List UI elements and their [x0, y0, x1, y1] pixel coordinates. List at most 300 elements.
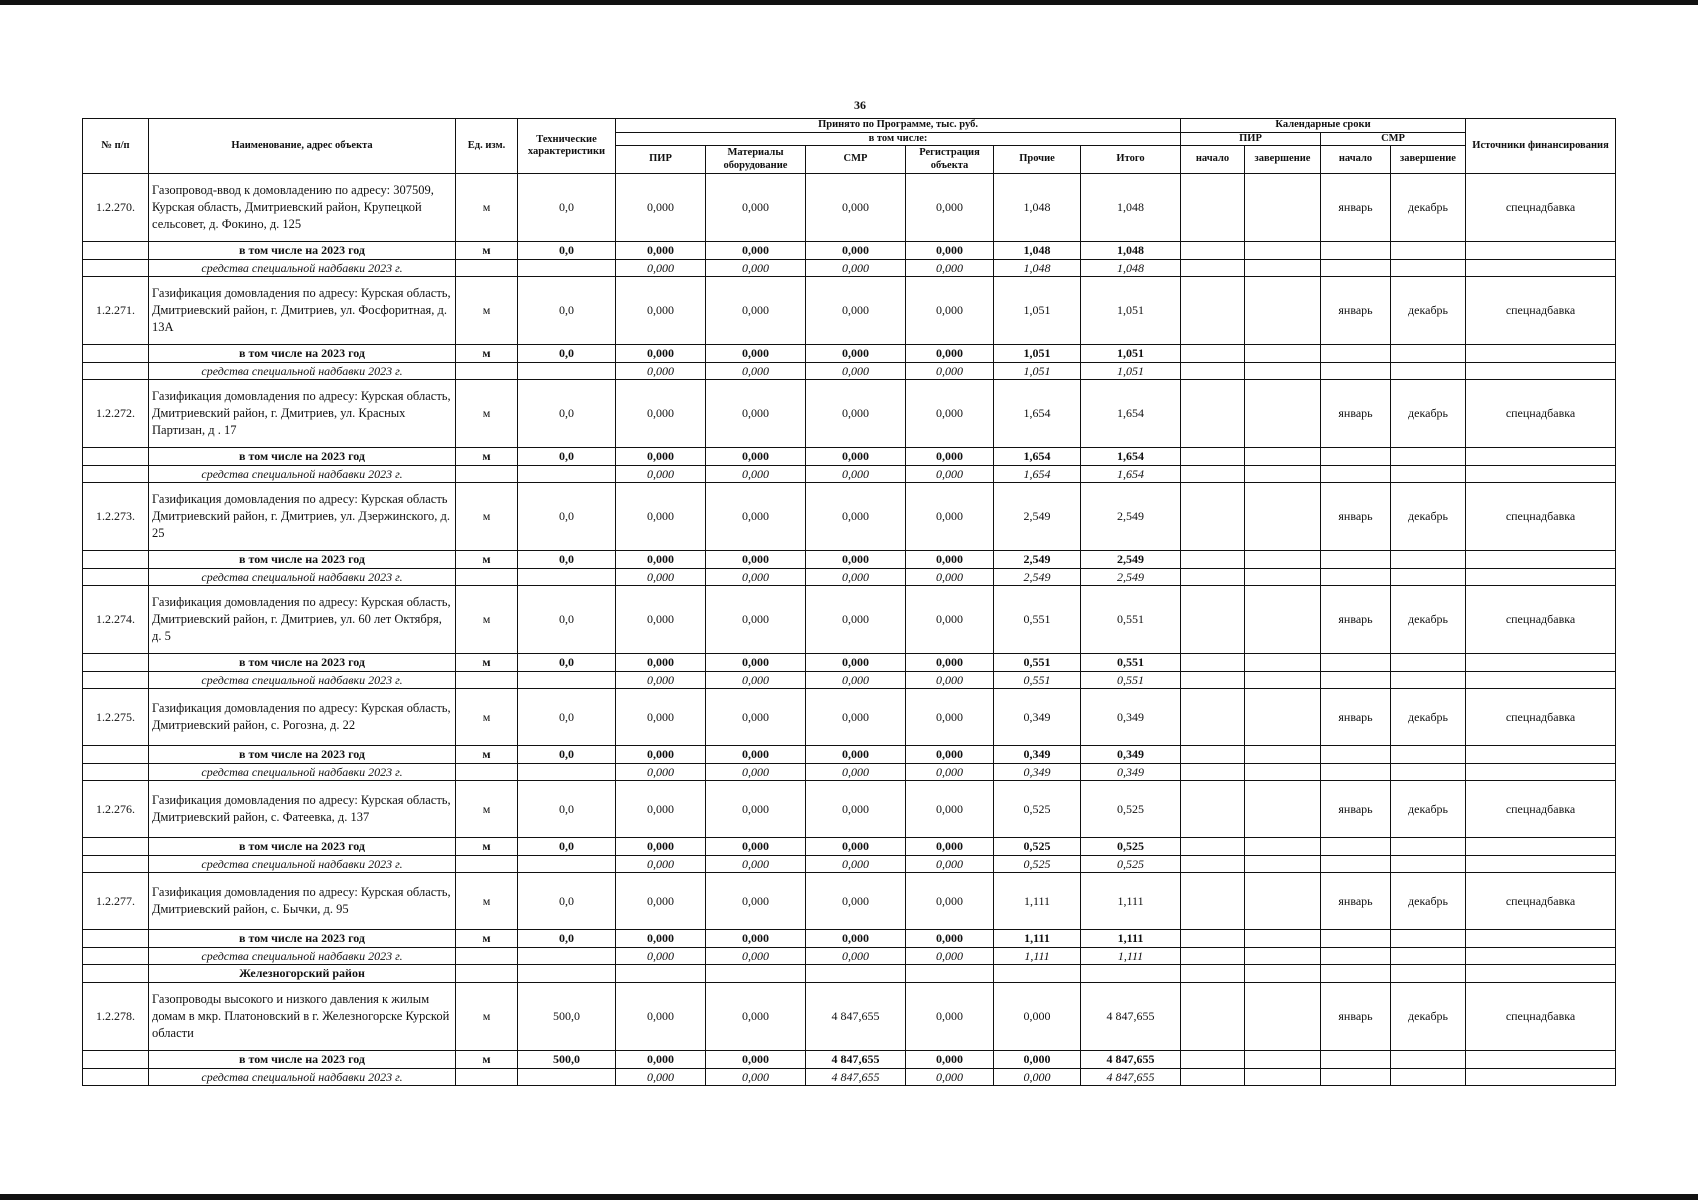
- pir-cell: 0,000: [616, 764, 706, 781]
- empty-cell: [1181, 242, 1245, 260]
- materials-cell: 0,000: [706, 930, 806, 948]
- special-fund-label: средства специальной надбавки 2023 г.: [149, 363, 456, 380]
- empty-cell: [1466, 551, 1616, 569]
- header-pir: ПИР: [616, 146, 706, 174]
- header-name: Наименование, адрес объекта: [149, 119, 456, 174]
- empty-cell: [1245, 363, 1321, 380]
- materials-cell: 0,000: [706, 448, 806, 466]
- materials-cell: 0,000: [706, 174, 806, 242]
- special-fund-row: [83, 948, 1616, 965]
- materials-cell: 0,000: [706, 260, 806, 277]
- source-cell: спецнадбавка: [1466, 781, 1616, 838]
- tech-cell: 0,0: [518, 551, 616, 569]
- total-cell: 0,551: [1081, 586, 1181, 654]
- tech-cell: 0,0: [518, 689, 616, 746]
- smr-cell: 0,000: [806, 174, 906, 242]
- year-total-row: [83, 242, 1616, 260]
- unit-cell: м: [456, 654, 518, 672]
- other-cell: 0,349: [994, 764, 1081, 781]
- pir-cell: 0,000: [616, 948, 706, 965]
- special-fund-label: средства специальной надбавки 2023 г.: [149, 948, 456, 965]
- year-total-row: [83, 1051, 1616, 1069]
- tech-cell: 0,0: [518, 242, 616, 260]
- materials-cell: 0,000: [706, 746, 806, 764]
- header-including: в том числе:: [616, 132, 1181, 146]
- other-cell: 0,000: [994, 1051, 1081, 1069]
- empty-cell: [1321, 242, 1391, 260]
- pir-cell: 0,000: [616, 746, 706, 764]
- registration-cell: 0,000: [906, 586, 994, 654]
- pir-cell: 0,000: [616, 448, 706, 466]
- empty-num-cell: [83, 345, 149, 363]
- empty-num-cell: [83, 1069, 149, 1086]
- empty-cell: [1466, 856, 1616, 873]
- item-row: [83, 277, 1616, 345]
- tech-cell: 0,0: [518, 277, 616, 345]
- header-registration: Регистрация объекта: [906, 146, 994, 174]
- pir-start-cell: [1181, 873, 1245, 930]
- empty-cell: [1181, 260, 1245, 277]
- empty-cell: [1321, 965, 1391, 983]
- year-total-row: [83, 654, 1616, 672]
- empty-cell: [1181, 746, 1245, 764]
- source-cell: спецнадбавка: [1466, 483, 1616, 551]
- scan-bottom-border: [0, 1194, 1698, 1200]
- smr-cell: 0,000: [806, 551, 906, 569]
- other-cell: 1,654: [994, 466, 1081, 483]
- tech-cell: [518, 260, 616, 277]
- tech-cell: [518, 569, 616, 586]
- source-cell: спецнадбавка: [1466, 277, 1616, 345]
- smr-cell: 0,000: [806, 380, 906, 448]
- pir-cell: 0,000: [616, 380, 706, 448]
- empty-cell: [1245, 654, 1321, 672]
- item-row: [83, 689, 1616, 746]
- page-number: 36: [854, 98, 866, 112]
- district-row: [83, 965, 1616, 983]
- materials-cell: 0,000: [706, 654, 806, 672]
- empty-num-cell: [83, 466, 149, 483]
- header-sources: Источники финансирования: [1466, 119, 1616, 174]
- smr-cell: 0,000: [806, 345, 906, 363]
- header-calendar: Календарные сроки: [1181, 119, 1466, 133]
- pir-cell: 0,000: [616, 277, 706, 345]
- empty-cell: [1181, 856, 1245, 873]
- smr-end-cell: декабрь: [1391, 586, 1466, 654]
- unit-cell: [456, 856, 518, 873]
- registration-cell: 0,000: [906, 569, 994, 586]
- empty-cell: [1466, 654, 1616, 672]
- item-number: 1.2.276.: [83, 781, 149, 838]
- empty-cell: [1245, 242, 1321, 260]
- other-cell: 1,051: [994, 363, 1081, 380]
- pir-cell: 0,000: [616, 873, 706, 930]
- header-smr: СМР: [806, 146, 906, 174]
- pir-start-cell: [1181, 277, 1245, 345]
- other-cell: 0,000: [994, 983, 1081, 1051]
- empty-cell: [1321, 1069, 1391, 1086]
- item-number: 1.2.273.: [83, 483, 149, 551]
- source-cell: спецнадбавка: [1466, 873, 1616, 930]
- registration-cell: 0,000: [906, 856, 994, 873]
- empty-cell: [1181, 930, 1245, 948]
- total-cell: 0,551: [1081, 672, 1181, 689]
- empty-cell: [1321, 363, 1391, 380]
- empty-cell: [1321, 345, 1391, 363]
- registration-cell: 0,000: [906, 466, 994, 483]
- unit-cell: [456, 260, 518, 277]
- empty-cell: [1391, 1069, 1466, 1086]
- unit-cell: м: [456, 873, 518, 930]
- smr-end-cell: декабрь: [1391, 983, 1466, 1051]
- empty-cell: [1391, 448, 1466, 466]
- materials-cell: 0,000: [706, 948, 806, 965]
- empty-cell: [1466, 672, 1616, 689]
- other-cell: 0,525: [994, 856, 1081, 873]
- source-cell: спецнадбавка: [1466, 586, 1616, 654]
- tech-cell: 0,0: [518, 586, 616, 654]
- empty-cell: [1181, 448, 1245, 466]
- other-cell: 0,000: [994, 1069, 1081, 1086]
- empty-num-cell: [83, 654, 149, 672]
- item-name: Газификация домовладения по адресу: Курская область, Дмитриевский район, г. Дмитриев, ул. Красных Партизан, д . 17: [149, 380, 456, 448]
- total-cell: 0,525: [1081, 856, 1181, 873]
- empty-cell: [1321, 948, 1391, 965]
- registration-cell: 0,000: [906, 345, 994, 363]
- pir-start-cell: [1181, 781, 1245, 838]
- smr-cell: 4 847,655: [806, 1069, 906, 1086]
- item-name: Газификация домовладения по адресу: Курская область, Дмитриевский район, г. Дмитриев, ул. 60 лет Октября, д. 5: [149, 586, 456, 654]
- empty-cell: [1391, 672, 1466, 689]
- smr-cell: 0,000: [806, 930, 906, 948]
- pir-end-cell: [1245, 689, 1321, 746]
- empty-cell: [1245, 948, 1321, 965]
- header-other: Прочие: [994, 146, 1081, 174]
- empty-cell: [1181, 569, 1245, 586]
- smr-cell: 0,000: [806, 856, 906, 873]
- materials-cell: 0,000: [706, 764, 806, 781]
- smr-cell: 0,000: [806, 873, 906, 930]
- other-cell: 1,654: [994, 448, 1081, 466]
- empty-cell: [616, 965, 706, 983]
- empty-num-cell: [83, 838, 149, 856]
- empty-num-cell: [83, 746, 149, 764]
- materials-cell: 0,000: [706, 873, 806, 930]
- empty-cell: [1181, 764, 1245, 781]
- empty-cell: [1391, 948, 1466, 965]
- total-cell: 2,549: [1081, 483, 1181, 551]
- empty-cell: [1391, 345, 1466, 363]
- item-name: Газификация домовладения по адресу: Курская область, Дмитриевский район, с. Бычки, д. 95: [149, 873, 456, 930]
- pir-cell: 0,000: [616, 483, 706, 551]
- empty-cell: [806, 965, 906, 983]
- empty-num-cell: [83, 856, 149, 873]
- registration-cell: 0,000: [906, 363, 994, 380]
- tech-cell: [518, 363, 616, 380]
- smr-cell: 0,000: [806, 363, 906, 380]
- header-accepted: Принято по Программе, тыс. руб.: [616, 119, 1181, 133]
- other-cell: 0,551: [994, 586, 1081, 654]
- empty-cell: [1245, 1069, 1321, 1086]
- empty-num-cell: [83, 1051, 149, 1069]
- other-cell: 1,048: [994, 174, 1081, 242]
- empty-cell: [1466, 746, 1616, 764]
- tech-cell: 0,0: [518, 781, 616, 838]
- other-cell: 1,048: [994, 242, 1081, 260]
- empty-cell: [1181, 345, 1245, 363]
- empty-cell: [1391, 856, 1466, 873]
- source-cell: спецнадбавка: [1466, 689, 1616, 746]
- empty-num-cell: [83, 448, 149, 466]
- special-fund-label: средства специальной надбавки 2023 г.: [149, 260, 456, 277]
- empty-cell: [1466, 363, 1616, 380]
- empty-cell: [1466, 345, 1616, 363]
- pir-cell: 0,000: [616, 838, 706, 856]
- special-fund-row: [83, 856, 1616, 873]
- tech-cell: [518, 672, 616, 689]
- unit-cell: [456, 466, 518, 483]
- empty-cell: [1391, 260, 1466, 277]
- empty-cell: [1181, 1051, 1245, 1069]
- table-body: [83, 174, 1616, 1086]
- tech-cell: 0,0: [518, 746, 616, 764]
- empty-cell: [1245, 345, 1321, 363]
- special-fund-label: средства специальной надбавки 2023 г.: [149, 1069, 456, 1086]
- pir-cell: 0,000: [616, 260, 706, 277]
- empty-cell: [1391, 466, 1466, 483]
- empty-cell: [1321, 1051, 1391, 1069]
- tech-cell: 0,0: [518, 930, 616, 948]
- empty-cell: [1181, 838, 1245, 856]
- empty-cell: [1321, 551, 1391, 569]
- smr-end-cell: декабрь: [1391, 689, 1466, 746]
- header-pir-end: завершение: [1245, 146, 1321, 174]
- pir-end-cell: [1245, 483, 1321, 551]
- empty-cell: [1321, 672, 1391, 689]
- unit-cell: м: [456, 930, 518, 948]
- header-pir-start: начало: [1181, 146, 1245, 174]
- materials-cell: 0,000: [706, 838, 806, 856]
- pir-start-cell: [1181, 983, 1245, 1051]
- materials-cell: 0,000: [706, 672, 806, 689]
- other-cell: 1,051: [994, 277, 1081, 345]
- other-cell: 2,549: [994, 551, 1081, 569]
- year-total-row: [83, 345, 1616, 363]
- empty-cell: [1391, 363, 1466, 380]
- registration-cell: 0,000: [906, 483, 994, 551]
- year-total-label: в том числе на 2023 год: [149, 746, 456, 764]
- total-cell: 0,525: [1081, 781, 1181, 838]
- empty-cell: [1245, 838, 1321, 856]
- year-total-label: в том числе на 2023 год: [149, 930, 456, 948]
- pir-end-cell: [1245, 873, 1321, 930]
- item-row: [83, 983, 1616, 1051]
- tech-cell: 0,0: [518, 654, 616, 672]
- year-total-row: [83, 551, 1616, 569]
- item-number: 1.2.272.: [83, 380, 149, 448]
- unit-cell: м: [456, 174, 518, 242]
- tech-cell: 0,0: [518, 483, 616, 551]
- other-cell: 1,111: [994, 948, 1081, 965]
- tech-cell: 500,0: [518, 983, 616, 1051]
- empty-cell: [1081, 965, 1181, 983]
- empty-cell: [1321, 930, 1391, 948]
- year-total-label: в том числе на 2023 год: [149, 1051, 456, 1069]
- other-cell: 1,051: [994, 345, 1081, 363]
- empty-cell: [1391, 1051, 1466, 1069]
- smr-cell: 0,000: [806, 654, 906, 672]
- unit-cell: м: [456, 983, 518, 1051]
- unit-cell: м: [456, 242, 518, 260]
- unit-cell: м: [456, 345, 518, 363]
- registration-cell: 0,000: [906, 260, 994, 277]
- materials-cell: 0,000: [706, 689, 806, 746]
- registration-cell: 0,000: [906, 380, 994, 448]
- empty-cell: [706, 965, 806, 983]
- scan-top-border: [0, 0, 1698, 5]
- smr-end-cell: декабрь: [1391, 174, 1466, 242]
- empty-num-cell: [83, 930, 149, 948]
- empty-cell: [1181, 466, 1245, 483]
- other-cell: 2,549: [994, 483, 1081, 551]
- header-smr-end: завершение: [1391, 146, 1466, 174]
- empty-cell: [1181, 965, 1245, 983]
- item-name: Газификация домовладения по адресу: Курская область Дмитриевский район, г. Дмитриев, ул. Дзержинского, д. 25: [149, 483, 456, 551]
- empty-cell: [1321, 746, 1391, 764]
- pir-cell: 0,000: [616, 1051, 706, 1069]
- unit-cell: м: [456, 838, 518, 856]
- tech-cell: 0,0: [518, 174, 616, 242]
- smr-end-cell: декабрь: [1391, 380, 1466, 448]
- empty-cell: [1466, 930, 1616, 948]
- header-unit: Ед. изм.: [456, 119, 518, 174]
- pir-cell: 0,000: [616, 781, 706, 838]
- empty-cell: [1466, 242, 1616, 260]
- unit-cell: м: [456, 448, 518, 466]
- header-materials: Материалы оборудование: [706, 146, 806, 174]
- total-cell: 1,111: [1081, 873, 1181, 930]
- registration-cell: 0,000: [906, 448, 994, 466]
- header-tech: Технические характеристики: [518, 119, 616, 174]
- empty-cell: [1466, 1051, 1616, 1069]
- year-total-label: в том числе на 2023 год: [149, 448, 456, 466]
- tech-cell: [518, 948, 616, 965]
- tech-cell: 0,0: [518, 838, 616, 856]
- pir-cell: 0,000: [616, 466, 706, 483]
- smr-cell: 4 847,655: [806, 1051, 906, 1069]
- smr-start-cell: январь: [1321, 277, 1391, 345]
- source-cell: спецнадбавка: [1466, 174, 1616, 242]
- smr-cell: 0,000: [806, 689, 906, 746]
- other-cell: 1,111: [994, 873, 1081, 930]
- total-cell: 2,549: [1081, 569, 1181, 586]
- unit-cell: [456, 1069, 518, 1086]
- empty-cell: [1181, 948, 1245, 965]
- tech-cell: [518, 764, 616, 781]
- empty-num-cell: [83, 363, 149, 380]
- tech-cell: [518, 466, 616, 483]
- empty-cell: [1181, 654, 1245, 672]
- special-fund-label: средства специальной надбавки 2023 г.: [149, 569, 456, 586]
- registration-cell: 0,000: [906, 174, 994, 242]
- pir-cell: 0,000: [616, 654, 706, 672]
- empty-cell: [1245, 965, 1321, 983]
- smr-end-cell: декабрь: [1391, 483, 1466, 551]
- total-cell: 4 847,655: [1081, 1051, 1181, 1069]
- registration-cell: 0,000: [906, 242, 994, 260]
- special-fund-label: средства специальной надбавки 2023 г.: [149, 764, 456, 781]
- unit-cell: м: [456, 551, 518, 569]
- pir-cell: 0,000: [616, 930, 706, 948]
- unit-cell: м: [456, 483, 518, 551]
- pir-end-cell: [1245, 983, 1321, 1051]
- smr-cell: 0,000: [806, 242, 906, 260]
- special-fund-label: средства специальной надбавки 2023 г.: [149, 466, 456, 483]
- empty-cell: [1321, 856, 1391, 873]
- item-name: Газификация домовладения по адресу: Курская область, Дмитриевский район, г. Дмитриев, ул. Фосфоритная, д. 13А: [149, 277, 456, 345]
- empty-cell: [1321, 448, 1391, 466]
- empty-cell: [1181, 363, 1245, 380]
- year-total-row: [83, 838, 1616, 856]
- materials-cell: 0,000: [706, 363, 806, 380]
- special-fund-label: средства специальной надбавки 2023 г.: [149, 672, 456, 689]
- empty-cell: [1181, 672, 1245, 689]
- total-cell: 4 847,655: [1081, 983, 1181, 1051]
- item-row: [83, 586, 1616, 654]
- empty-cell: [1321, 466, 1391, 483]
- smr-cell: 0,000: [806, 764, 906, 781]
- pir-start-cell: [1181, 689, 1245, 746]
- smr-cell: 0,000: [806, 483, 906, 551]
- empty-cell: [1466, 965, 1616, 983]
- pir-start-cell: [1181, 380, 1245, 448]
- smr-end-cell: декабрь: [1391, 277, 1466, 345]
- empty-cell: [1245, 746, 1321, 764]
- unit-cell: [456, 363, 518, 380]
- header-total: Итого: [1081, 146, 1181, 174]
- pir-cell: 0,000: [616, 363, 706, 380]
- empty-num-cell: [83, 242, 149, 260]
- item-number: 1.2.270.: [83, 174, 149, 242]
- tech-cell: 500,0: [518, 1051, 616, 1069]
- item-name: Газопровод-ввод к домовладению по адресу: 307509, Курская область, Дмитриевский район, Крупецкой сельсовет, д. Фокино, д. 125: [149, 174, 456, 242]
- materials-cell: 0,000: [706, 551, 806, 569]
- smr-cell: 0,000: [806, 672, 906, 689]
- total-cell: 0,525: [1081, 838, 1181, 856]
- special-fund-row: [83, 672, 1616, 689]
- pir-end-cell: [1245, 586, 1321, 654]
- registration-cell: 0,000: [906, 746, 994, 764]
- materials-cell: 0,000: [706, 856, 806, 873]
- smr-cell: 0,000: [806, 948, 906, 965]
- other-cell: 0,349: [994, 689, 1081, 746]
- empty-num-cell: [83, 260, 149, 277]
- pir-cell: 0,000: [616, 1069, 706, 1086]
- pir-cell: 0,000: [616, 586, 706, 654]
- total-cell: 2,549: [1081, 551, 1181, 569]
- empty-cell: [1321, 764, 1391, 781]
- other-cell: 0,525: [994, 781, 1081, 838]
- empty-cell: [1181, 1069, 1245, 1086]
- smr-cell: 0,000: [806, 586, 906, 654]
- other-cell: 0,551: [994, 654, 1081, 672]
- smr-end-cell: декабрь: [1391, 781, 1466, 838]
- empty-cell: [1245, 466, 1321, 483]
- unit-cell: м: [456, 586, 518, 654]
- year-total-label: в том числе на 2023 год: [149, 838, 456, 856]
- empty-cell: [1245, 764, 1321, 781]
- empty-cell: [518, 965, 616, 983]
